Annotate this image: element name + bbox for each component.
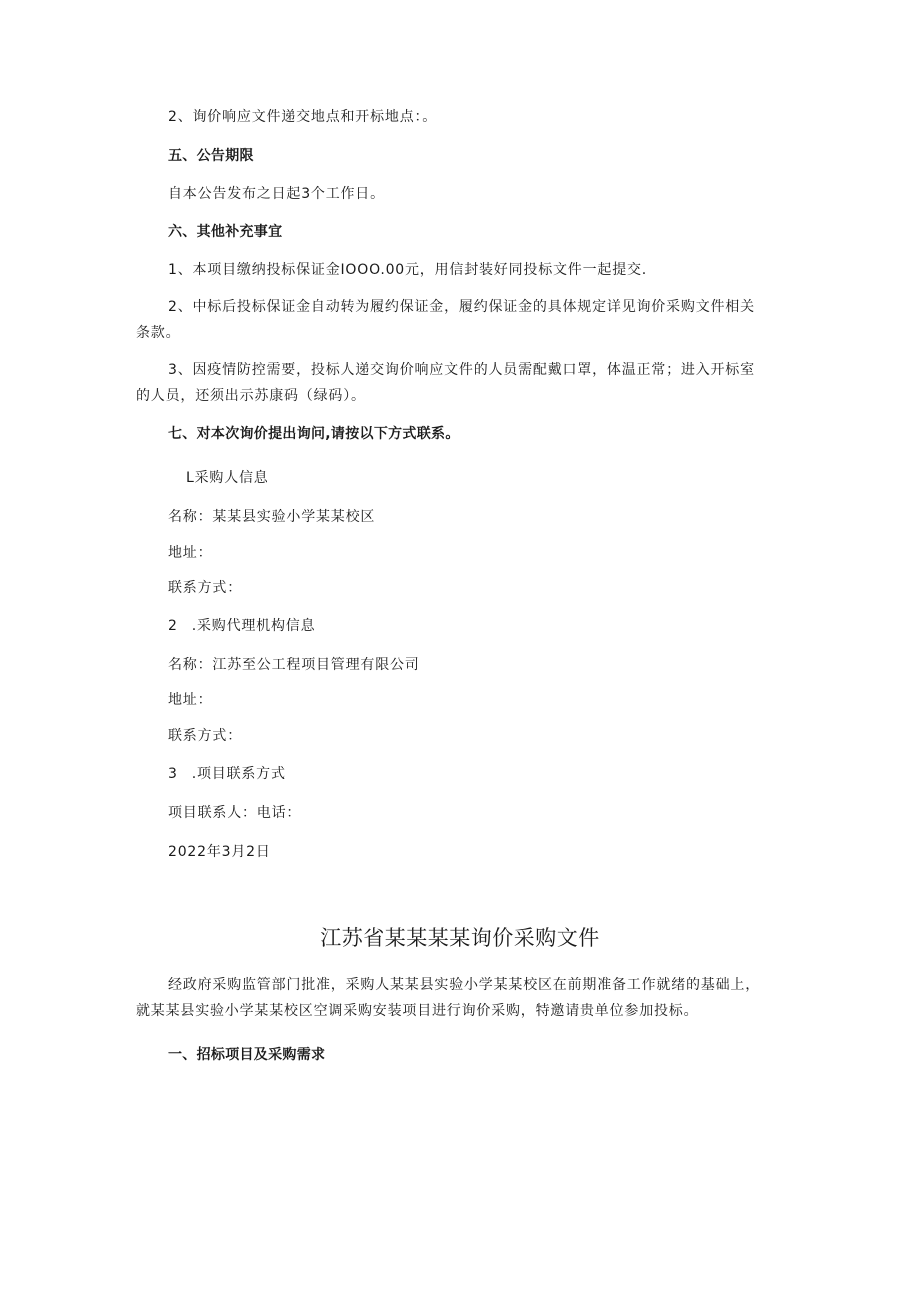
agency-name: 名称：江苏至公工程项目管理有限公司 bbox=[168, 657, 420, 673]
notice-date: 2022年3月2日 bbox=[168, 844, 271, 860]
heading-tender-items: 一、招标项目及采购需求 bbox=[168, 1047, 326, 1063]
delivery-location-line: 2、询价响应文件递交地点和开标地点：。 bbox=[168, 109, 438, 125]
buyer-info-heading: L采购人信息 bbox=[186, 470, 269, 486]
project-contact-person: 项目联系人：电话： bbox=[168, 805, 302, 821]
document-title: 江苏省某某某某询价采购文件 bbox=[320, 926, 600, 950]
buyer-contact: 联系方式： bbox=[168, 580, 242, 596]
project-heading-text: .项目联系方式 bbox=[191, 766, 286, 782]
heading-inquiries: 七、对本次询价提出询问,请按以下方式联系。 bbox=[168, 426, 460, 442]
intro-line-1: 经政府采购监管部门批准，采购人某某县实验小学某某校区在前期准备工作就绪的基础上， bbox=[168, 977, 760, 993]
heading-supplementary: 六、其他补充事宜 bbox=[168, 224, 283, 240]
project-number: 3 bbox=[168, 766, 178, 782]
agency-contact: 联系方式： bbox=[168, 728, 242, 744]
agency-info-heading bbox=[168, 616, 315, 636]
agency-number: 2 bbox=[168, 618, 178, 634]
project-contact-heading bbox=[168, 764, 286, 784]
supplementary-item-3-line-2: 的人员，还须出示苏康码（绿码）。 bbox=[136, 388, 366, 404]
buyer-name: 名称：某某县实验小学某某校区 bbox=[168, 509, 376, 525]
supplementary-item-3-line-1: 3、因疫情防控需要，投标人递交询价响应文件的人员需配戴口罩，体温正常；进入开标室 bbox=[168, 362, 755, 378]
supplementary-item-2-line-1: 2、中标后投标保证金自动转为履约保证金，履约保证金的具体规定详见询价采购文件相关 bbox=[168, 299, 755, 315]
supplementary-item-2-line-2: 条款。 bbox=[136, 325, 181, 341]
heading-notice-period: 五、公告期限 bbox=[168, 148, 254, 164]
buyer-address: 地址： bbox=[168, 545, 213, 561]
intro-line-2: 就某某县实验小学某某校区空调采购安装项目进行询价采购，特邀请贵单位参加投标。 bbox=[136, 1003, 699, 1019]
notice-period-text: 自本公告发布之日起3个工作日。 bbox=[168, 186, 385, 202]
supplementary-item-1: 1、本项目缴纳投标保证金IOOO.00元，用信封装好同投标文件一起提交. bbox=[168, 262, 648, 278]
agency-heading-text: .采购代理机构信息 bbox=[191, 618, 316, 634]
agency-address: 地址： bbox=[168, 692, 213, 708]
